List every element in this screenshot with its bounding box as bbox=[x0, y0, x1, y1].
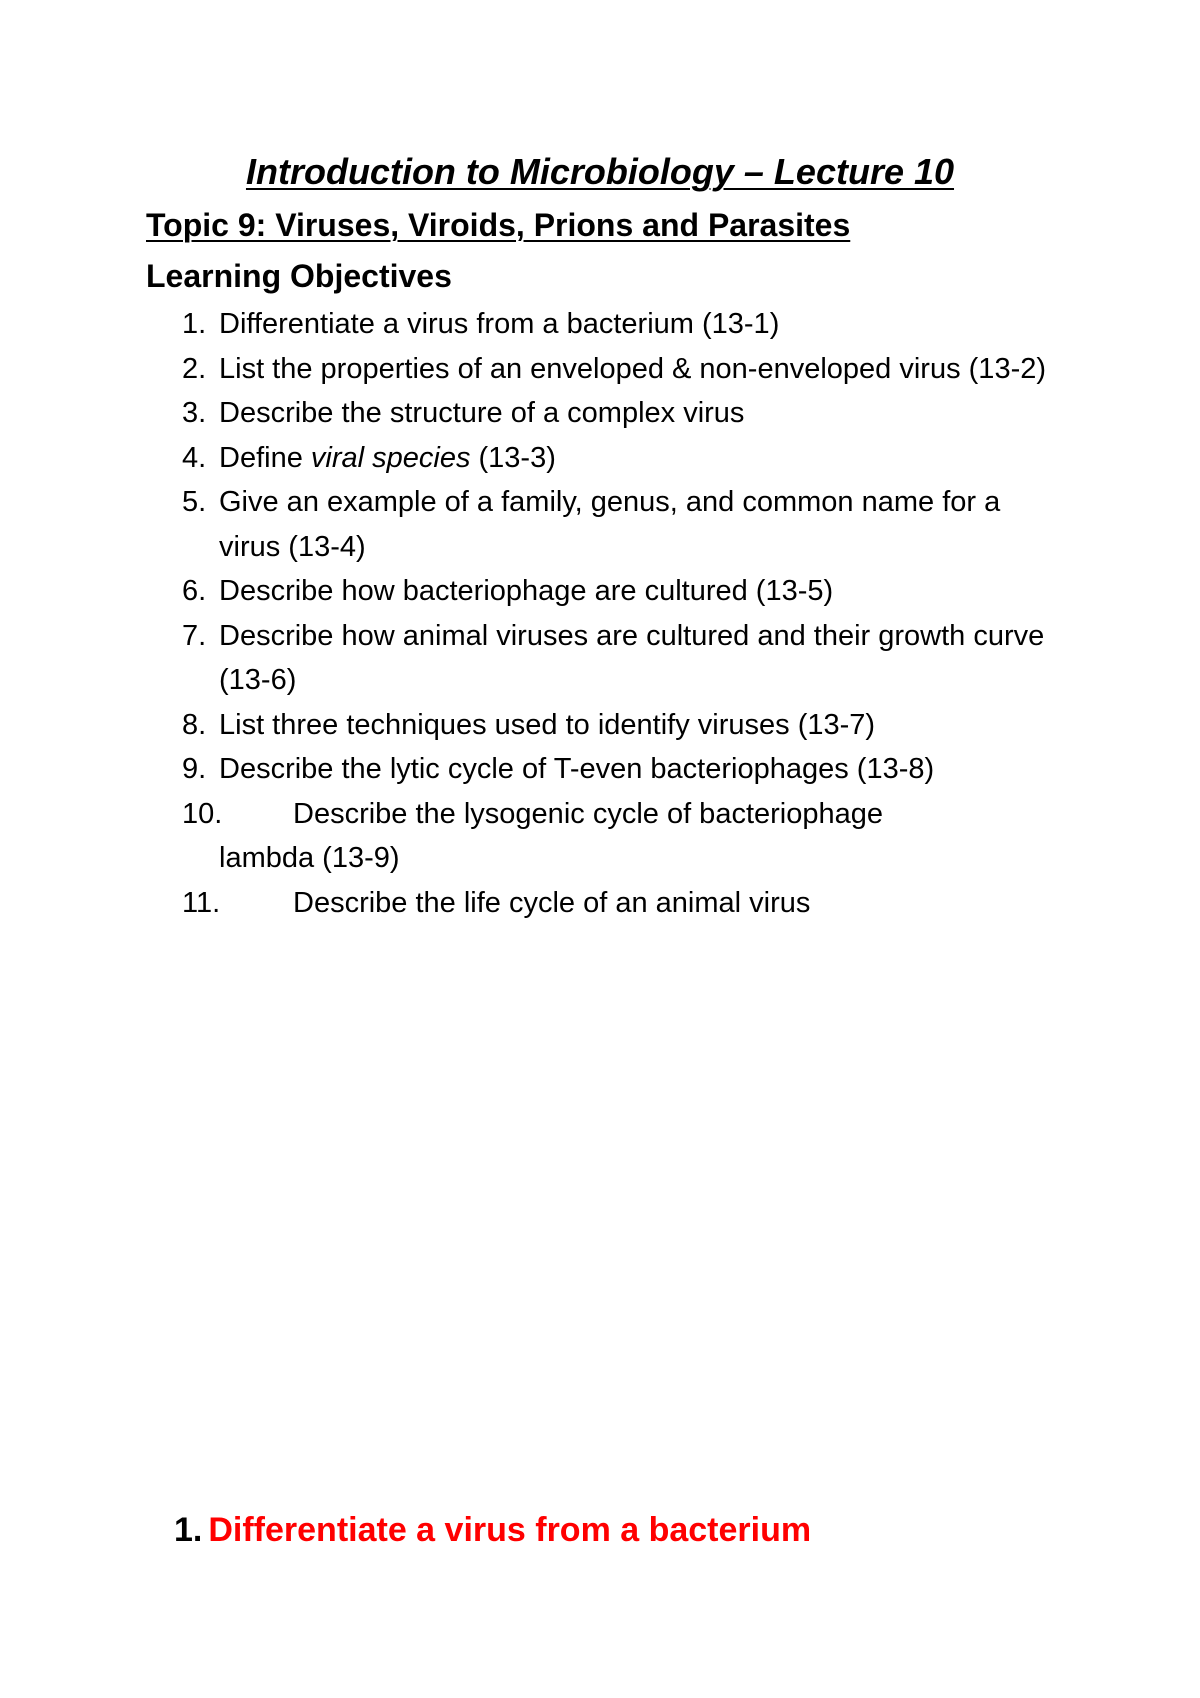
objective-item-7 bbox=[0, 614, 1059, 703]
objective-number: 11. bbox=[182, 886, 221, 919]
objective-text: List three techniques used to identify viruses (13-7) bbox=[219, 708, 876, 741]
objective-number: 8. bbox=[182, 708, 207, 741]
objective-item-10 bbox=[0, 792, 1059, 881]
learning-objectives-list bbox=[0, 302, 1200, 925]
objective-number: 1. bbox=[182, 308, 207, 340]
objective-text: Describe how bacteriophage are cultured (13-5) bbox=[219, 575, 834, 607]
objective-text bbox=[219, 887, 810, 919]
objective-number: 9. bbox=[182, 753, 207, 785]
objective-text-line1: Describe the lysogenic cycle of bacteriophage bbox=[293, 797, 883, 830]
objective-number: 4. bbox=[182, 441, 207, 474]
objective-item-11 bbox=[0, 881, 1059, 926]
objective-text-line1: Describe the life cycle of an animal virus bbox=[293, 886, 811, 919]
objective-text-after: (13-3) bbox=[470, 441, 556, 474]
objective-text: Differentiate a virus from a bacterium (13-1) bbox=[219, 308, 780, 340]
page-title-text: Introduction to Microbiology – Lecture 10 bbox=[245, 151, 955, 192]
objective-number: 7. bbox=[182, 619, 207, 652]
objective-item-9 bbox=[0, 747, 1059, 792]
objective-text-before: Define bbox=[219, 441, 311, 474]
objective-item-6 bbox=[0, 569, 1059, 614]
section-heading-text: Differentiate a virus from a bacterium bbox=[208, 1511, 812, 1549]
objective-number: 6. bbox=[182, 575, 207, 607]
objective-text: Describe how animal viruses are cultured and their growth curve (13-6) bbox=[219, 619, 1045, 696]
learning-objectives-heading: Learning Objectives bbox=[146, 258, 452, 294]
objective-number: 10. bbox=[182, 797, 223, 830]
objective-item-3 bbox=[0, 391, 1059, 436]
objective-text: Give an example of a family, genus, and common name for a virus (13-4) bbox=[219, 486, 1001, 563]
objective-text: List the properties of an enveloped & non-enveloped virus (13-2) bbox=[219, 352, 1047, 385]
section-heading bbox=[174, 1508, 811, 1552]
objective-item-1 bbox=[0, 302, 1059, 347]
objective-text: Describe the lytic cycle of T-even bacteriophages (13-8) bbox=[219, 753, 935, 785]
objective-text bbox=[219, 442, 556, 474]
objective-text-line2: lambda (13-9) bbox=[219, 842, 400, 874]
topic-heading: Topic 9: Viruses, Viroids, Prions and Parasites bbox=[146, 207, 851, 243]
objective-text-italic: viral species bbox=[310, 441, 471, 474]
objective-item-5 bbox=[0, 480, 1059, 569]
objective-item-4 bbox=[0, 436, 1059, 481]
objective-item-8 bbox=[0, 703, 1059, 748]
objective-text: Describe the structure of a complex virus bbox=[219, 397, 745, 429]
objective-number: 3. bbox=[182, 397, 207, 429]
objective-text bbox=[219, 798, 883, 875]
objective-item-2 bbox=[0, 347, 1059, 392]
objective-number: 5. bbox=[182, 486, 207, 518]
objective-number: 2. bbox=[182, 352, 207, 385]
page-title bbox=[0, 150, 1200, 194]
section-number: 1. bbox=[174, 1511, 203, 1549]
